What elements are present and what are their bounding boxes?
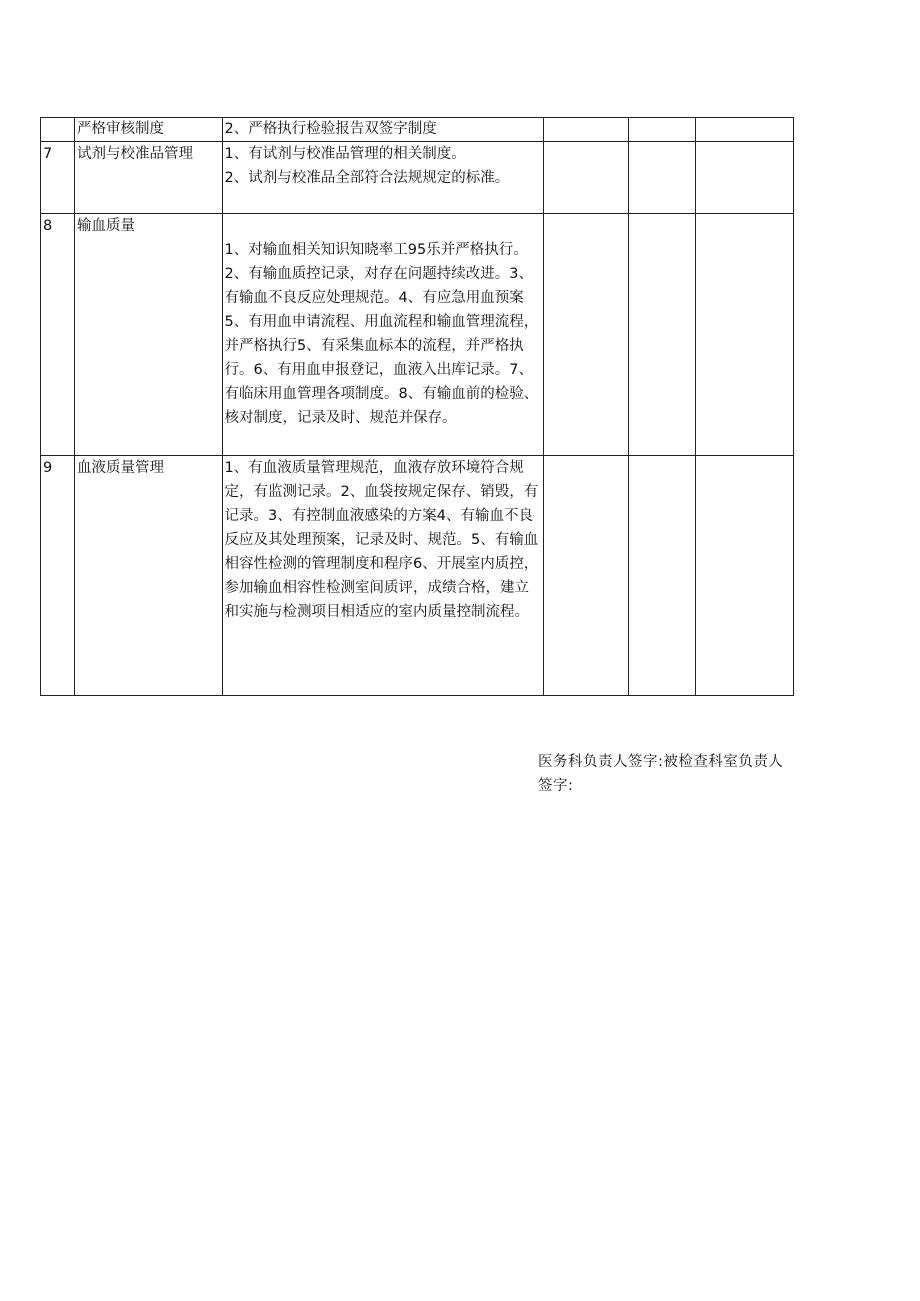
score-cell xyxy=(544,456,629,696)
standard-line: 1、有试剂与校准品管理的相关制度。 xyxy=(224,146,466,162)
table-row xyxy=(41,456,794,696)
score-cell xyxy=(544,118,629,142)
standard-line: 2、严格执行检验报告双签字制度 xyxy=(224,121,437,137)
result-cell xyxy=(628,118,695,142)
table-row xyxy=(41,118,794,142)
standard-cell: 1、对输血相关知识知晓率工95乐并严格执行。2、有输血质控记录，对存在问题持续改进。3、有输血不良反应处理规范。4、有应急用血预案5、有用血申请流程、用血流程和输血管理流程，并严格执行5、有采集血标本的流程，并严格执行。6、有用血申报登记，血液入出库记录。7、有临床用血管理各项制度。8、有输血前的检验、核对制度，记录及时、规范并保存。 xyxy=(222,214,544,456)
table-row xyxy=(41,214,794,456)
result-cell xyxy=(628,142,695,214)
remark-cell xyxy=(695,118,793,142)
standard-line: 2、试剂与校准品全部符合法规规定的标准。 xyxy=(224,170,510,186)
item-name: 输血质量 xyxy=(75,214,223,456)
remark-cell xyxy=(695,142,793,214)
standard-cell xyxy=(222,142,544,214)
item-name: 严格审核制度 xyxy=(75,118,223,142)
remark-cell xyxy=(695,214,793,456)
signature-line: 医务科负责人签字:被检查科室负责人签字: xyxy=(538,754,784,794)
result-cell xyxy=(628,214,695,456)
row-number: 7 xyxy=(41,142,75,214)
table-row xyxy=(41,142,794,214)
score-cell xyxy=(544,142,629,214)
item-name: 试剂与校准品管理 xyxy=(75,142,223,214)
result-cell xyxy=(628,456,695,696)
remark-cell xyxy=(695,456,793,696)
inspection-table xyxy=(40,117,794,696)
row-number: 9 xyxy=(41,456,75,696)
standard-cell xyxy=(222,118,544,142)
score-cell xyxy=(544,214,629,456)
row-number xyxy=(41,118,75,142)
item-name: 血液质量管理 xyxy=(75,456,223,696)
row-number: 8 xyxy=(41,214,75,456)
standard-cell: 1、有血液质量管理规范，血液存放环境符合规定，有监测记录。2、血袋按规定保存、销毁，有记录。3、有控制血液感染的方案4、有输血不良反应及其处理预案，记录及时、规范。5、有输血相容性检测的管理制度和程序6、开展室内质控，参加输血相容性检测室间质评，成绩合格，建立和实施与检测项目相适应的室内质量控制流程。 xyxy=(222,456,544,696)
